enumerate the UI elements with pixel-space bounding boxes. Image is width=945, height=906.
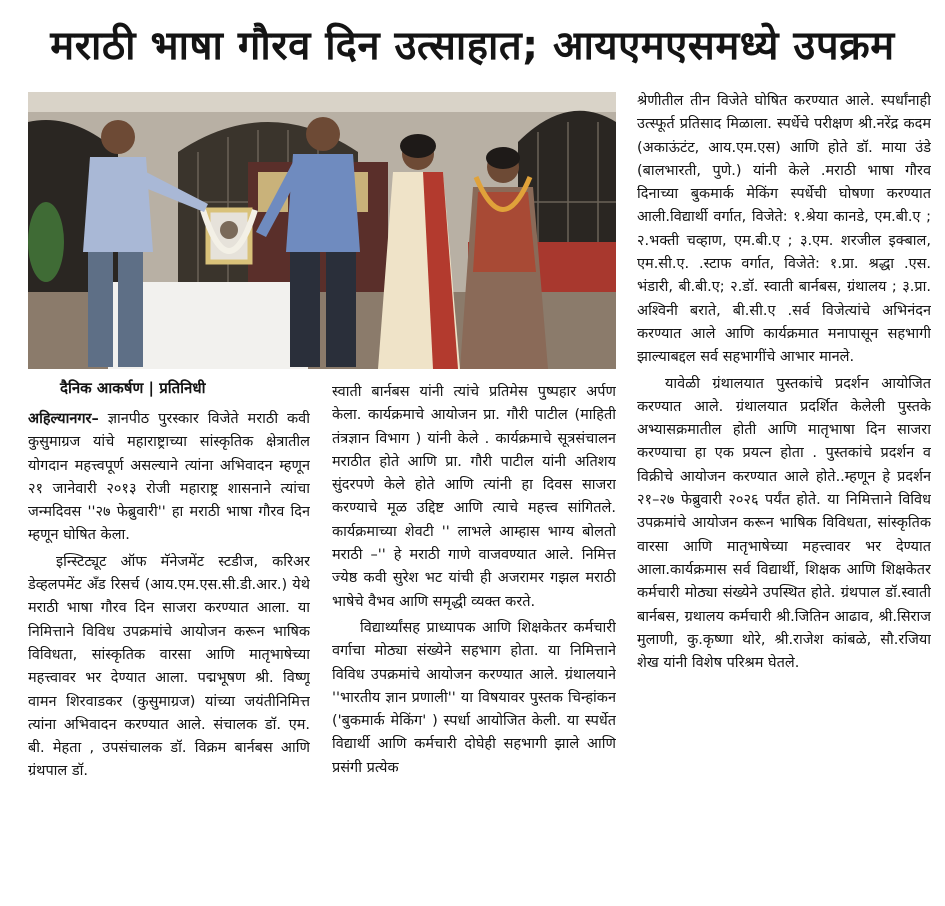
paragraph: [28, 408, 310, 548]
paragraph: स्वाती बार्नबस यांनी त्यांचे प्रतिमेस पुष्पहार अर्पण केला. कार्यक्रमाचे आयोजन प्रा. गौरी पाटील (माहिती तंत्रज्ञान विभाग ) यांनी केले . कार्यक्रमाचे सूत्रसंचालन मराठीत होते आणि प्रा. गौरी पाटील यांनी अतिशय सुंदरपणे केले होते आणि त्यांनी हा दिवस साजरा करण्याचे मूळ उद्दिष्ट आणि त्याचे महत्त्व सांगितले. कार्यक्रमाच्या शेवटी '' लाभले आम्हास भाग्य बोलतो मराठी –'' हे मराठी गाणे वाजवण्यात आले. निमित्त ज्येष्ठ कवी सुरेश भट यांची ही अजरामर गझल मराठी भाषेचे वैभव आणि समृद्धी व्यक्त करते.: [332, 384, 616, 610]
paragraph: इन्स्टिट्यूट ऑफ मॅनेजमेंट स्टडीज, करिअर डेव्हलपमेंट अँड रिसर्च (आय.एम.एस.सी.डी.आर.) येथे मराठी भाषा गौरव दिन साजरा करण्यात आला. या निमित्ताने विविध उपक्रमांचे आयोजन करून भाषिक विविधता, सांस्कृतिक वारसा आणि मातृभाषेच्या महत्त्वावर भर देण्यात आला. पद्मभूषण श्री. विष्णू वामन शिरवाडकर (कुसुमाग्रज) यांच्या जयंतीनिमित्त त्यांना अभिवादन करण्यात आले. संचालक डॉ. एम. बी. मेहता , उपसंचालक डॉ. विक्रम बार्नबस आणि ग्रंथपाल डॉ.: [28, 553, 310, 780]
paragraph: विद्यार्थ्यांसह प्राध्यापक आणि शिक्षकेतर कर्मचारी वर्गाचा मोठ्या संख्येने सहभाग होता. या निमित्ताने विविध उपक्रमांचे आयोजन करण्यात आले. ग्रंथालयाने ''भारतीय ज्ञान प्रणाली'' या विषयावर पुस्तक चिन्हांकन ('बुकमार्क मेकिंग' ) स्पर्धा आयोजित केली. या स्पर्धेत विद्यार्थी आणि कर्मचारी दोघेही सहभागी झाले आणि प्रसंगी प्रत्येक: [332, 619, 616, 776]
article-column-3: [637, 90, 931, 900]
paragraph: यावेळी ग्रंथालयात पुस्तकांचे प्रदर्शन आयोजित करण्यात आले. ग्रंथालयात प्रदर्शित केलेली पुस्तके अभ्यासक्रमातील होती आणि मातृभाषा दिन साजरा करण्याचा हा एक प्रयत्न होता . पुस्तकांचे प्रदर्शन व विक्रीचे आयोजन करण्यात आले होते..म्हणून हे प्रदर्शन २१–२७ फेब्रुवारी २०२६ पर्यंत होते. या निमित्ताने विविध उपक्रमांचे आयोजन करून भाषिक विविधता, सांस्कृतिक वारसा आणि मातृभाषेच्या महत्त्वावर भर देण्यात आला.कार्यक्रमास सर्व विद्यार्थी, शिक्षक आणि शिक्षकेतर कर्मचारी मोठ्या संख्येने उपस्थित होते. ग्रंथपाल डॉ.स्वाती बार्नबस, ग्रथालय कर्मचारी श्री.जितिन आढाव, श्री.सिराज मुलाणी, कु.कृष्णा थोरे, श्री.राजेश कांबळे, सौ.रजिया शेख यांनी विशेष परिश्रम घेतले.: [637, 375, 931, 672]
event-photo: [28, 92, 616, 369]
article-column-1: [28, 408, 310, 900]
article-column-2: [332, 381, 616, 900]
event-photo-illustration: [28, 92, 616, 369]
paragraph-text: ज्ञानपीठ पुरस्कार विजेते मराठी कवी कुसुमाग्रज यांचे महाराष्ट्राच्या सांस्कृतिक क्षेत्रातील योगदान महत्त्वपूर्ण असल्याने त्यांना अभिवादन म्हणून २१ जानेवारी २०१३ रोजी महाराष्ट्र शासनाने त्यांचा जन्मदिवस ''२७ फेब्रुवारी'' हा मराठी भाषा गौरव दिन म्हणून घोषित केला.: [28, 411, 310, 544]
dateline: अहिल्यानगर–: [28, 411, 99, 427]
paragraph: श्रेणीतील तीन विजेते घोषित करण्यात आले. स्पर्धांनाही उत्स्फूर्त प्रतिसाद मिळाला. स्पर्धेचे परीक्षण श्री.नरेंद्र कदम (अकाऊंटंट, आय.एम.एस) आणि होते डॉ. माया उंडे (बालभारती, पुणे.) यांनी केले .मराठी भाषा गौरव दिनाच्या बुकमार्क मेकिंग स्पर्धेची घोषणा करण्यात आली.विद्यार्थी वर्गात, विजेते: १.श्रेया कानडे, एम.बी.ए ; २.भक्ती चव्हाण, एम.बी.ए ; ३.एम. शरजील इक्बाल, एम.सी.ए. .स्टाफ वर्गात, विजेते: १.प्रा. श्रद्धा .एस. भंडारी, बी.बी.ए; २.डॉ. स्वाती बार्नबस, ग्रंथालय ; ३.प्रा. अश्विनी बराते, बी.सी.ए .सर्व विजेत्यांचे अभिनंदन करण्यात आले आणि कार्यक्रमात मनापासून सहभागी झाल्याबद्दल सर्व सहभागींचे आभार मानले.: [637, 93, 931, 366]
photo-ceiling: [28, 92, 616, 112]
plant: [28, 202, 64, 282]
byline: दैनिक आकर्षण | प्रतिनिधी: [60, 379, 206, 397]
headline: मराठी भाषा गौरव दिन उत्साहात; आयएमएसमध्ये उपक्रम: [50, 23, 895, 69]
portrait-face: [220, 221, 238, 239]
